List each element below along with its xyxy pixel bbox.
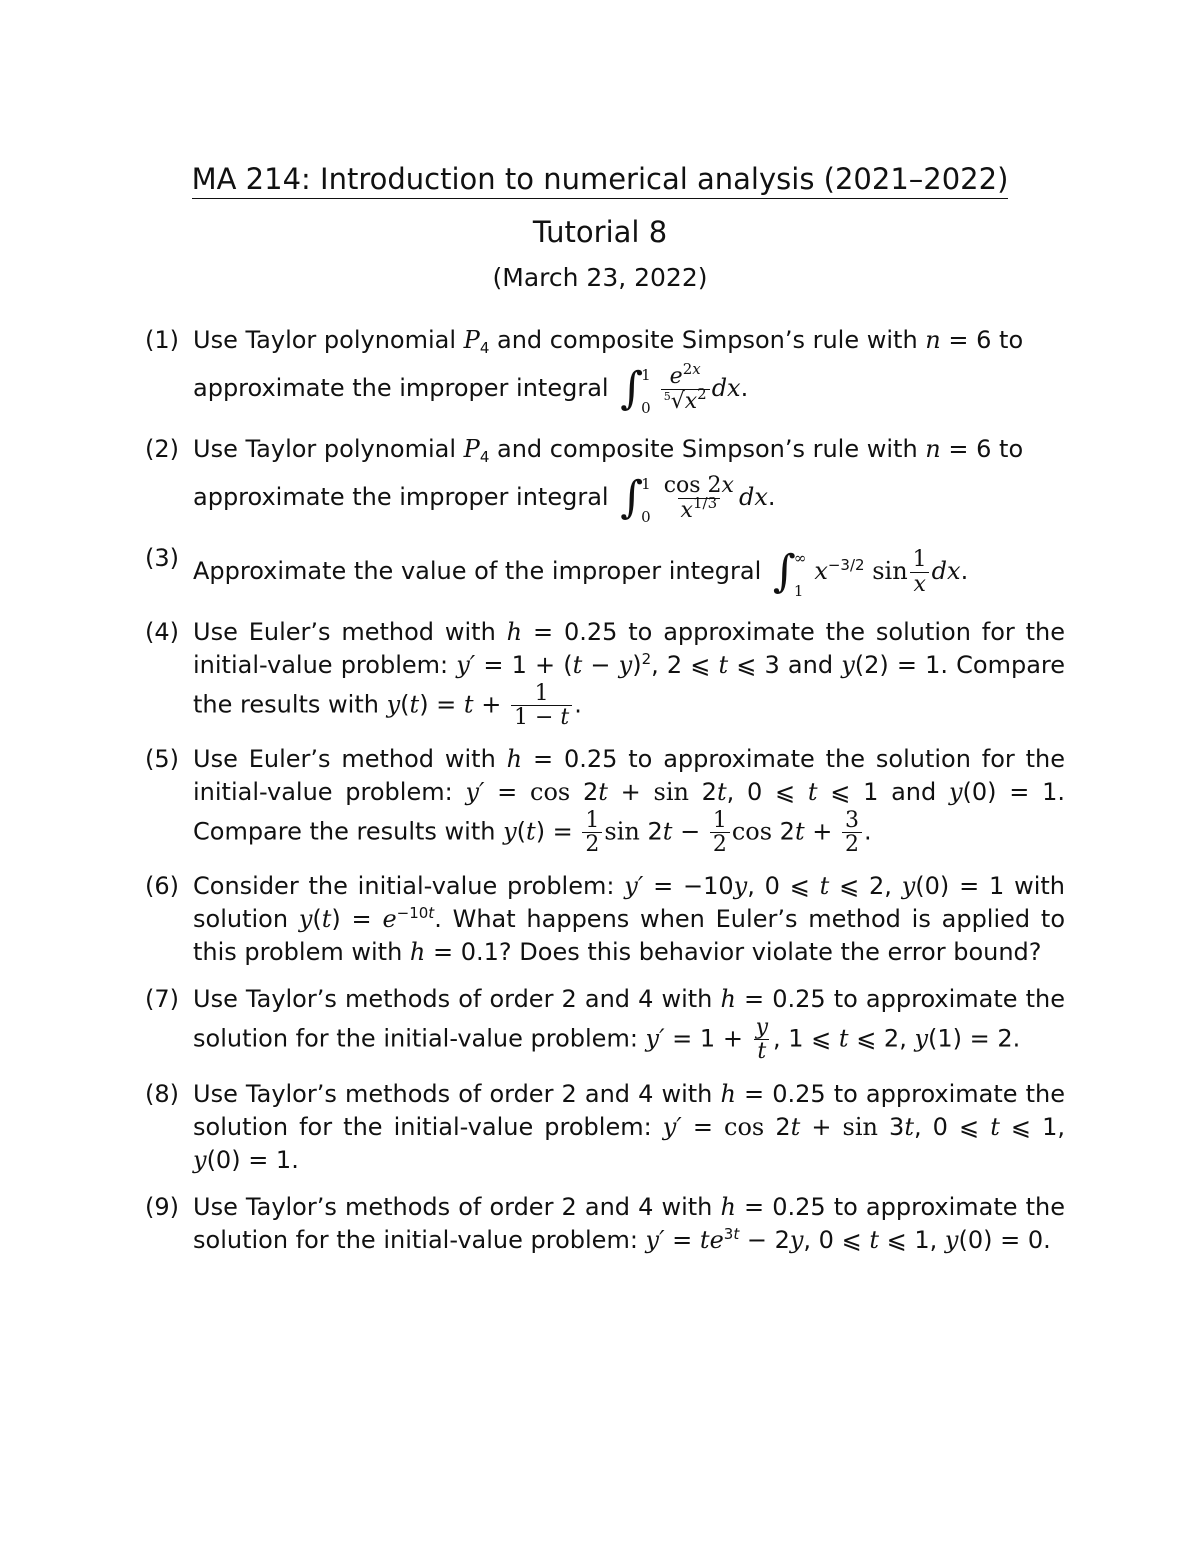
problem-8 [145,1078,1065,1177]
problem-text: Use Taylor polynomial $P_4$ and composite Simpson’s rule with n = 6 to approximate the improper integral ∫ 1 0 $\frac{\cos 2x}{x^{1/3}}$ dx. [193,435,1024,526]
problem-text: Use Taylor’s methods of order 2 and 4 with h = 0.25 to approximate the solution for the initial-value problem: y′ = 1 + $\frac{y}{t}$ , 1 ⩽ t ⩽ 2, y(1) = 2. [193,985,1066,1065]
problem-number: (4) [145,618,179,646]
problem-text: Use Taylor’s methods of order 2 and 4 with h = 0.25 to approximate the solution for the initial-value problem: $y' = te^{3t} - 2y$, 0 ⩽ t ⩽ 1, y(0) = 0. [193,1192,1066,1254]
problem-text: Use Euler’s method with h = 0.25 to approximate the solution for the initial-value problem: $y' = 1 + (t - y)^2$, 2 ⩽ t ⩽ 3 and y(2) = 1. Compare the results with y(t) = t + $\frac{1}{1 - t}$ . [193,618,1066,731]
problem-number: (2) [145,435,179,463]
problem-2 [145,433,1065,528]
tutorial-title: Tutorial 8 [532,215,668,249]
problem-5 [145,743,1065,856]
problem-1 [145,324,1065,419]
problem-number: (9) [145,1192,179,1221]
problem-text: Use Euler’s method with h = 0.25 to approximate the solution for the initial-value problem: y′ = cos 2t + sin 2t, 0 ⩽ t ⩽ 1 and y(0) = 1. Compare the results with y(t) = $\frac{1}{2}$ sin 2t − $\frac{1}{2}$ cos 2t + $\frac{3}{2}$ . [193,745,1066,858]
problem-number: (6) [145,872,179,901]
problem-number: (3) [145,544,179,572]
problem-number: (5) [145,745,179,774]
tutorial-date: (March 23, 2022) [492,263,708,292]
problem-9 [145,1191,1065,1257]
problem-text: Use Taylor polynomial $P_4$ and composite Simpson’s rule with n = 6 to approximate the improper integral ∫ 1 0 $\frac{e^{2x}}{^5√x^2}$ dx. [193,326,1024,417]
problem-4 [145,616,1065,729]
problem-number: (7) [145,985,179,1014]
course-title: MA 214: Introduction to numerical analysis (2021–2022) [192,162,1009,199]
problem-6 [145,870,1065,969]
problem-text: Approximate the value of the improper integral ∫ ∞ 1 $x^{-3/2}$ sin $\frac{1}{x}$ dx. [193,546,969,600]
problem-7 [145,983,1065,1063]
problem-3 [145,542,1065,602]
problem-number: (8) [145,1079,179,1108]
header [0,162,1200,292]
problem-text: Consider the initial-value problem: y′ = −10y, 0 ⩽ t ⩽ 2, y(0) = 1 with solution $y(t) = e^{-10t}$. What happens when Euler’s method is applied to this problem with h = 0.1? Does this behavior violate the error bound? [193,872,1066,967]
problem-text: Use Taylor’s methods of order 2 and 4 with h = 0.25 to approximate the solution for the initial-value problem: y′ = cos 2t + sin 3t, 0 ⩽ t ⩽ 1, y(0) = 1. [193,1079,1066,1174]
problem-list [145,324,1065,1271]
problem-number: (1) [145,326,179,354]
